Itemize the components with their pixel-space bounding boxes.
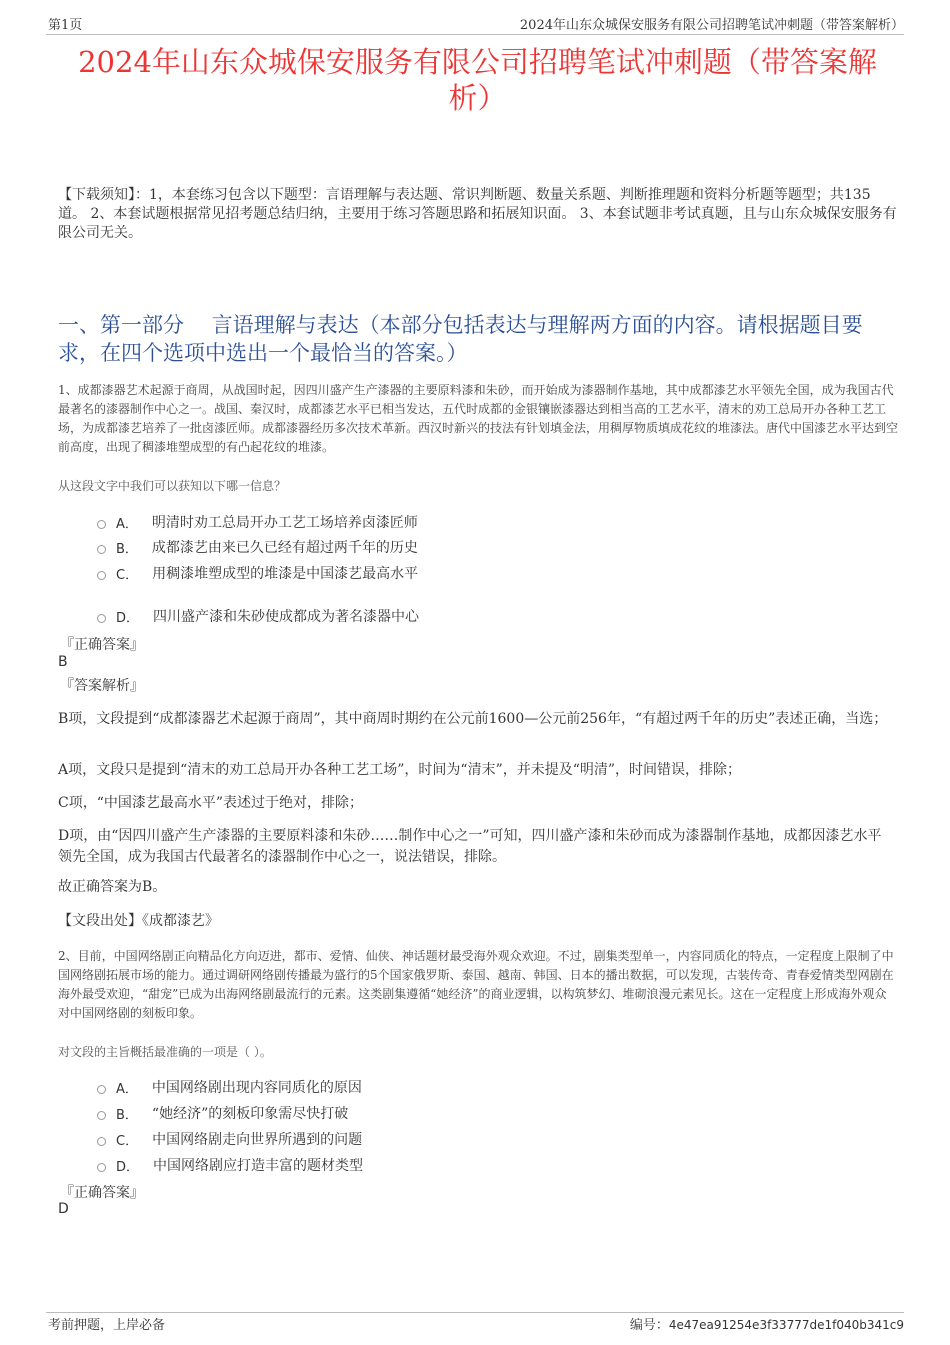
- q2-answer: D: [58, 1201, 69, 1217]
- q1-option-a[interactable]: [97, 512, 418, 532]
- radio-button-c[interactable]: [97, 1137, 106, 1146]
- q1-explanation-b: B项，文段提到“成都漆器艺术起源于商周”，其中商周时期约在公元前1600—公元前256年，“有超过两千年的历史”表述正确，当选；: [58, 711, 888, 727]
- q2-question: 对文段的主旨概括最准确的一项是（ ）。: [58, 1045, 272, 1059]
- section-title: 一、第一部分 言语理解与表达（本部分包括表达与理解两方面的内容。请根据题目要求，在四个选项中选出一个最恰当的答案。）: [58, 313, 863, 365]
- q1-explanation-c: C项，“中国漆艺最高水平”表述过于绝对，排除；: [58, 795, 364, 811]
- page-title: [55, 44, 900, 116]
- option-letter: A．: [116, 1081, 138, 1097]
- q1-analysis-label: 『答案解析』: [60, 678, 144, 694]
- q2-option-a[interactable]: [97, 1077, 362, 1097]
- option-text: 明清时劝工总局开办工艺工场培养卤漆匠师: [151, 515, 418, 531]
- radio-button-c[interactable]: [97, 571, 106, 580]
- option-letter: B．: [116, 1107, 138, 1123]
- page-number: 第1页: [48, 18, 83, 33]
- footer-code-label: 编号：: [629, 1318, 669, 1333]
- option-text: 中国网络剧走向世界所遇到的问题: [152, 1132, 363, 1148]
- q1-option-b[interactable]: [97, 537, 418, 557]
- radio-button-a[interactable]: [97, 1085, 106, 1094]
- q2-option-c[interactable]: [97, 1129, 362, 1149]
- option-text: “她经济”的刻板印象需尽快打破: [151, 1106, 349, 1122]
- option-text: 成都漆艺由来已久已经有超过两千年的历史: [151, 540, 418, 556]
- option-text: 四川盛产漆和朱砂使成都成为著名漆器中心: [153, 609, 420, 625]
- q2-option-d[interactable]: [97, 1155, 363, 1175]
- page-title-line2: 析）: [448, 81, 507, 115]
- q1-passage: 1、成都漆器艺术起源于商周，从战国时起，因四川盛产生产漆器的主要原料漆和朱砂，而开始成为漆器制作基地，其中成都漆艺水平领先全国，成为我国古代最著名的漆器制作中心之一。战国、秦汉时，成都漆艺水平已相当发达，五代时成都的金银镶嵌漆器达到相当高的工艺水平，清末的劝工总局开办各种工艺工场，为成都漆艺培养了一批卤漆匠师。成都漆器经历多次技术革新。西汉时新兴的技法有针划填金法，用稠厚物质填成花纹的堆漆法。唐代中国漆艺水平达到空前高度，出现了稠漆堆塑成型的有凸起花纹的堆漆。: [58, 383, 899, 454]
- radio-button-d[interactable]: [97, 1163, 106, 1172]
- q1-conclusion: 故正确答案为B。: [58, 879, 167, 895]
- q1-explanation-a: A项，文段只是提到“清末的劝工总局开办各种工艺工场”，时间为“清末”，并未提及“明清”，时间错误，排除；: [58, 762, 742, 778]
- option-letter: B．: [116, 541, 138, 557]
- option-letter: D．: [116, 610, 140, 626]
- download-notice: 【下载须知】：1，本套练习包含以下题型：言语理解与表达题、常识判断题、数量关系题、判断推理题和资料分析题等题型；共135道。 2、本套试题根据常见招考题总结归纳，主要用于练习答题思路和拓展知识面。 3、本套试题非考试真题，且与山东众城保安服务有限公司无关。: [58, 187, 897, 241]
- page-title-line1: 2024年山东众城保安服务有限公司招聘笔试冲刺题（带答案解: [78, 45, 877, 79]
- footer-divider: [46, 1312, 904, 1313]
- q1-source: 【文段出处】《成都漆艺》: [58, 913, 219, 929]
- radio-button-d[interactable]: [97, 614, 106, 623]
- radio-button-b[interactable]: [97, 1111, 106, 1120]
- radio-button-a[interactable]: [97, 520, 106, 529]
- q2-passage: 2、目前，中国网络剧正向精品化方向迈进，都市、爱情、仙侠、神话题材最受海外观众欢迎。不过，剧集类型单一，内容同质化的特点，一定程度上限制了中国网络剧拓展市场的能力。通过调研网络剧传播最为盛行的5个国家俄罗斯、泰国、越南、韩国、日本的播出数据，可以发现，古装传奇、青春爱情类型网剧在海外最受欢迎，“甜宠”已成为出海网络剧最流行的元素。这类剧集遵循“她经济”的商业逻辑，以构筑梦幻、堆砌浪漫元素见长。这在一定程度上形成海外观众对中国网络剧的刻板印象。: [58, 949, 894, 1020]
- option-letter: A．: [116, 516, 138, 532]
- footer-code: [630, 1314, 904, 1333]
- header-doc-title: 2024年山东众城保安服务有限公司招聘笔试冲刺题（带答案解析）: [519, 18, 904, 33]
- q1-option-d[interactable]: [97, 606, 419, 626]
- q1-answer: B: [58, 654, 68, 670]
- option-text: 用稠漆堆塑成型的堆漆是中国漆艺最高水平: [152, 566, 419, 582]
- q1-explanation-d: D项，由“因四川盛产生产漆器的主要原料漆和朱砂……制作中心之一”可知，四川盛产漆和朱砂而成为漆器制作基地，成都因漆艺水平领先全国，成为我国古代最著名的漆器制作中心之一，说法错误，排除。: [58, 828, 882, 865]
- q2-answer-label: 『正确答案』: [60, 1185, 144, 1201]
- option-letter: C．: [116, 1133, 139, 1149]
- header-divider: [46, 34, 904, 35]
- q1-answer-label: 『正确答案』: [60, 637, 144, 653]
- q2-option-b[interactable]: [97, 1103, 348, 1123]
- option-letter: C．: [116, 567, 139, 583]
- option-letter: D．: [116, 1159, 140, 1175]
- option-text: 中国网络剧应打造丰富的题材类型: [153, 1158, 364, 1174]
- footer-slogan: 考前押题，上岸必备: [48, 1318, 166, 1333]
- q1-option-c[interactable]: [97, 563, 418, 583]
- q1-question: 从这段文字中我们可以获知以下哪一信息？: [58, 479, 287, 493]
- option-text: 中国网络剧出现内容同质化的原因: [151, 1080, 362, 1096]
- footer-code-value: 4e47ea91254e3f33777de1f040b341c9: [668, 1318, 904, 1332]
- radio-button-b[interactable]: [97, 545, 106, 554]
